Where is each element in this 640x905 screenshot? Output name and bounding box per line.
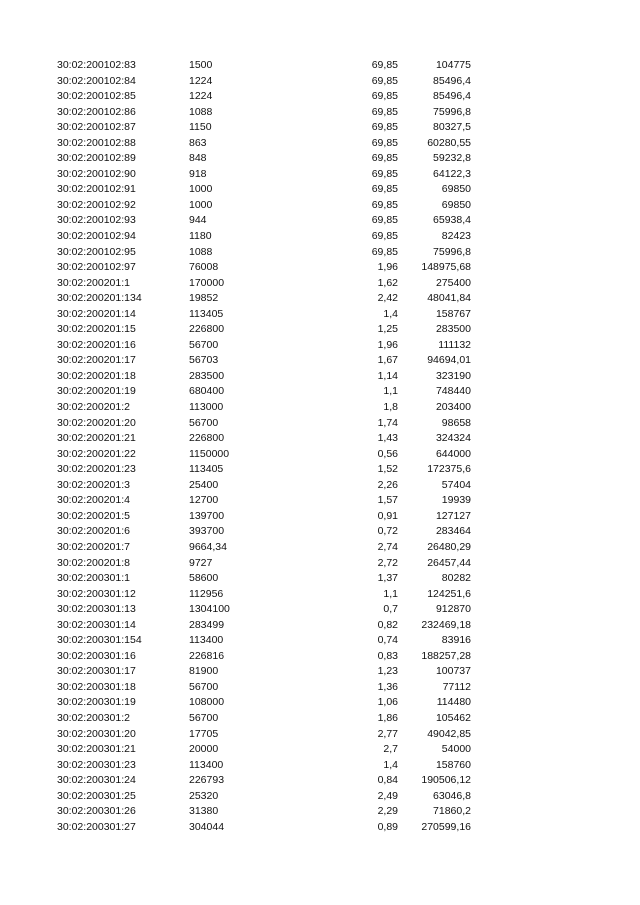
cadastral-number-cell: 30:02:200102:97 [57, 261, 136, 274]
price-cell: 0,72 [377, 525, 398, 538]
quantity-cell: 113405 [189, 463, 224, 476]
cadastral-number-cell: 30:02:200201:3 [57, 478, 130, 491]
total-cell: 98658 [441, 416, 471, 429]
total-cell: 158767 [435, 307, 471, 320]
price-cell: 1,67 [377, 354, 398, 367]
quantity-cell: 1500 [189, 59, 213, 71]
quantity-cell: 113400 [189, 758, 224, 771]
price-cell: 1,36 [377, 680, 398, 693]
price-cell: 69,85 [371, 245, 398, 258]
price-cell: 1,74 [377, 416, 398, 429]
total-cell: 80282 [441, 572, 471, 585]
quantity-cell: 918 [189, 167, 207, 180]
quantity-cell: 19852 [189, 292, 219, 305]
cadastral-number-cell: 30:02:200201:14 [57, 307, 136, 320]
quantity-cell: 304044 [189, 820, 225, 833]
cadastral-number-cell: 30:02:200201:16 [57, 338, 136, 351]
price-cell: 2,42 [377, 292, 398, 305]
price-cell: 69,85 [371, 105, 398, 118]
cadastral-number-cell: 30:02:200102:94 [57, 230, 136, 243]
quantity-cell: 76008 [189, 261, 219, 274]
price-cell: 1,86 [377, 711, 398, 724]
total-cell: 54000 [441, 743, 471, 756]
quantity-cell: 9664,34 [189, 540, 227, 553]
total-cell: 270599,16 [421, 820, 471, 833]
quantity-cell: 56700 [189, 416, 219, 429]
cadastral-number-cell: 30:02:200201:6 [57, 525, 130, 538]
cadastral-number-cell: 30:02:200102:85 [57, 90, 136, 103]
cadastral-number-cell: 30:02:200301:25 [57, 789, 136, 802]
table-row [0, 820, 640, 836]
quantity-cell: 9727 [189, 556, 213, 569]
total-cell: 148975,68 [421, 261, 471, 274]
quantity-cell: 283499 [189, 618, 225, 631]
total-cell: 323190 [435, 369, 471, 382]
price-cell: 0,91 [377, 509, 398, 522]
table-row [0, 291, 640, 307]
table-row [0, 338, 640, 354]
total-cell: 71860,2 [433, 805, 471, 818]
price-cell: 0,83 [377, 649, 398, 662]
table-row [0, 587, 640, 603]
quantity-cell: 113400 [189, 634, 224, 647]
table-row [0, 245, 640, 261]
quantity-cell: 848 [189, 152, 207, 165]
quantity-cell: 1088 [189, 245, 213, 258]
quantity-cell: 31380 [189, 805, 219, 818]
price-cell: 69,85 [371, 183, 398, 196]
cadastral-number-cell: 30:02:200201:7 [57, 540, 130, 553]
price-cell: 1,62 [377, 276, 398, 289]
price-cell: 1,37 [377, 572, 398, 585]
total-cell: 75996,8 [433, 245, 471, 258]
price-cell: 2,26 [377, 478, 398, 491]
quantity-cell: 1224 [189, 74, 213, 87]
cadastral-number-cell: 30:02:200201:8 [57, 556, 130, 569]
price-cell: 2,49 [377, 789, 398, 802]
cadastral-number-cell: 30:02:200301:154 [57, 634, 142, 647]
cadastral-number-cell: 30:02:200201:18 [57, 369, 136, 382]
total-cell: 158760 [435, 758, 471, 771]
cadastral-number-cell: 30:02:200201:134 [57, 292, 142, 305]
table-row [0, 540, 640, 556]
total-cell: 203400 [435, 401, 471, 414]
table-row [0, 213, 640, 229]
table-row [0, 276, 640, 292]
price-cell: 1,96 [377, 338, 398, 351]
total-cell: 105462 [435, 711, 471, 724]
table-row [0, 664, 640, 680]
cadastral-number-cell: 30:02:200301:20 [57, 727, 136, 740]
cadastral-number-cell: 30:02:200102:93 [57, 214, 136, 227]
price-cell: 69,85 [371, 59, 398, 71]
total-cell: 49042,85 [427, 727, 471, 740]
price-cell: 0,89 [377, 820, 398, 833]
cadastral-number-cell: 30:02:200201:19 [57, 385, 136, 398]
cadastral-number-cell: 30:02:200301:13 [57, 603, 136, 616]
price-cell: 1,1 [383, 385, 398, 398]
total-cell: 69850 [441, 198, 471, 211]
table-row [0, 353, 640, 369]
cadastral-number-cell: 30:02:200102:83 [57, 59, 136, 71]
table-row [0, 462, 640, 478]
total-cell: 283464 [435, 525, 471, 538]
quantity-cell: 226800 [189, 323, 225, 336]
cadastral-number-cell: 30:02:200301:19 [57, 696, 136, 709]
table-row [0, 431, 640, 447]
table-row [0, 447, 640, 463]
table-row [0, 416, 640, 432]
total-cell: 283500 [435, 323, 471, 336]
quantity-cell: 139700 [189, 509, 225, 522]
price-cell: 1,52 [377, 463, 398, 476]
table-row [0, 478, 640, 494]
table-row [0, 711, 640, 727]
quantity-cell: 1304100 [189, 603, 230, 616]
price-cell: 1,57 [377, 494, 398, 507]
quantity-cell: 112956 [189, 587, 224, 600]
quantity-cell: 1000 [189, 183, 213, 196]
quantity-cell: 863 [189, 136, 207, 149]
quantity-cell: 1150 [189, 121, 212, 134]
total-cell: 85496,4 [433, 74, 471, 87]
total-cell: 82423 [441, 230, 471, 243]
quantity-cell: 226816 [189, 649, 225, 662]
price-cell: 1,14 [377, 369, 398, 382]
cadastral-number-cell: 30:02:200301:17 [57, 665, 136, 678]
quantity-cell: 17705 [189, 727, 219, 740]
total-cell: 111132 [438, 338, 471, 351]
cadastral-number-cell: 30:02:200301:21 [57, 743, 136, 756]
cadastral-number-cell: 30:02:200301:26 [57, 805, 136, 818]
price-cell: 2,7 [383, 743, 398, 756]
price-cell: 69,85 [371, 90, 398, 103]
total-cell: 124251,6 [427, 587, 471, 600]
total-cell: 69850 [441, 183, 471, 196]
quantity-cell: 944 [189, 214, 207, 227]
total-cell: 190506,12 [421, 774, 471, 787]
quantity-cell: 1088 [189, 105, 213, 118]
cadastral-number-cell: 30:02:200301:14 [57, 618, 136, 631]
table-row [0, 260, 640, 276]
price-cell: 1,4 [383, 307, 398, 320]
cadastral-number-cell: 30:02:200201:5 [57, 509, 130, 522]
total-cell: 100737 [435, 665, 471, 678]
quantity-cell: 58600 [189, 572, 219, 585]
table-row [0, 322, 640, 338]
quantity-cell: 1150000 [189, 447, 230, 460]
quantity-cell: 20000 [189, 743, 219, 756]
price-cell: 69,85 [371, 230, 398, 243]
total-cell: 85496,4 [433, 90, 471, 103]
price-cell: 0,74 [377, 634, 398, 647]
table-row [0, 167, 640, 183]
cadastral-number-cell: 30:02:200301:1 [57, 572, 130, 585]
quantity-cell: 56700 [189, 680, 219, 693]
cadastral-number-cell: 30:02:200301:18 [57, 680, 136, 693]
total-cell: 48041,84 [427, 292, 471, 305]
quantity-cell: 226800 [189, 432, 225, 445]
price-cell: 2,72 [377, 556, 398, 569]
table-row [0, 58, 640, 74]
cadastral-number-cell: 30:02:200301:16 [57, 649, 136, 662]
total-cell: 65938,4 [433, 214, 471, 227]
total-cell: 57404 [441, 478, 471, 491]
cadastral-number-cell: 30:02:200102:89 [57, 152, 136, 165]
cadastral-number-cell: 30:02:200201:17 [57, 354, 136, 367]
cadastral-number-cell: 30:02:200201:4 [57, 494, 130, 507]
total-cell: 63046,8 [433, 789, 471, 802]
cadastral-number-cell: 30:02:200301:2 [57, 711, 130, 724]
cadastral-number-cell: 30:02:200301:12 [57, 587, 136, 600]
quantity-cell: 283500 [189, 369, 225, 382]
total-cell: 75996,8 [433, 105, 471, 118]
quantity-cell: 1180 [189, 230, 212, 243]
table-row [0, 307, 640, 323]
data-table [0, 58, 640, 835]
total-cell: 114480 [436, 696, 471, 709]
table-row [0, 789, 640, 805]
price-cell: 0,56 [377, 447, 398, 460]
total-cell: 644000 [435, 447, 471, 460]
cadastral-number-cell: 30:02:200102:86 [57, 105, 136, 118]
table-row [0, 804, 640, 820]
total-cell: 59232,8 [433, 152, 471, 165]
table-row [0, 602, 640, 618]
price-cell: 1,1 [383, 587, 398, 600]
cadastral-number-cell: 30:02:200201:22 [57, 447, 136, 460]
table-row [0, 571, 640, 587]
quantity-cell: 1224 [189, 90, 213, 103]
table-row [0, 384, 640, 400]
table-row [0, 369, 640, 385]
quantity-cell: 81900 [189, 665, 219, 678]
total-cell: 94694,01 [427, 354, 471, 367]
cadastral-number-cell: 30:02:200102:95 [57, 245, 136, 258]
price-cell: 69,85 [371, 121, 398, 134]
table-row [0, 400, 640, 416]
total-cell: 80327,5 [433, 121, 471, 134]
price-cell: 69,85 [371, 136, 398, 149]
table-row [0, 120, 640, 136]
price-cell: 69,85 [371, 74, 398, 87]
quantity-cell: 113000 [189, 401, 224, 414]
cadastral-number-cell: 30:02:200102:90 [57, 167, 136, 180]
total-cell: 912870 [435, 603, 471, 616]
price-cell: 69,85 [371, 152, 398, 165]
table-row [0, 74, 640, 90]
total-cell: 232469,18 [421, 618, 471, 631]
total-cell: 127127 [435, 509, 471, 522]
total-cell: 275400 [435, 276, 471, 289]
table-row [0, 695, 640, 711]
price-cell: 1,43 [377, 432, 398, 445]
total-cell: 19939 [441, 494, 471, 507]
price-cell: 69,85 [371, 167, 398, 180]
price-cell: 2,77 [377, 727, 398, 740]
quantity-cell: 25320 [189, 789, 219, 802]
price-cell: 1,06 [377, 696, 398, 709]
total-cell: 748440 [435, 385, 471, 398]
table-row [0, 509, 640, 525]
price-cell: 1,4 [383, 758, 398, 771]
cadastral-number-cell: 30:02:200201:21 [57, 432, 136, 445]
price-cell: 2,74 [377, 540, 398, 553]
quantity-cell: 226793 [189, 774, 225, 787]
table-row [0, 773, 640, 789]
cadastral-number-cell: 30:02:200201:20 [57, 416, 136, 429]
quantity-cell: 108000 [189, 696, 225, 709]
total-cell: 64122,3 [433, 167, 471, 180]
cadastral-number-cell: 30:02:200301:27 [57, 820, 136, 833]
price-cell: 1,96 [377, 261, 398, 274]
total-cell: 77112 [442, 680, 471, 693]
cadastral-number-cell: 30:02:200102:91 [57, 183, 136, 196]
cadastral-number-cell: 30:02:200102:88 [57, 136, 136, 149]
table-row [0, 493, 640, 509]
table-row [0, 182, 640, 198]
quantity-cell: 680400 [189, 385, 225, 398]
price-cell: 69,85 [371, 198, 398, 211]
quantity-cell: 56703 [189, 354, 219, 367]
cadastral-number-cell: 30:02:200102:87 [57, 121, 136, 134]
total-cell: 104775 [435, 59, 471, 71]
table-row [0, 680, 640, 696]
table-row [0, 229, 640, 245]
cadastral-number-cell: 30:02:200201:2 [57, 401, 130, 414]
quantity-cell: 56700 [189, 711, 219, 724]
cadastral-number-cell: 30:02:200102:84 [57, 74, 136, 87]
table-row [0, 524, 640, 540]
quantity-cell: 56700 [189, 338, 219, 351]
price-cell: 2,29 [377, 805, 398, 818]
table-row [0, 618, 640, 634]
table-row [0, 758, 640, 774]
table-row [0, 198, 640, 214]
total-cell: 83916 [441, 634, 471, 647]
total-cell: 26457,44 [427, 556, 471, 569]
price-cell: 1,25 [377, 323, 398, 336]
quantity-cell: 25400 [189, 478, 219, 491]
price-cell: 0,82 [377, 618, 398, 631]
table-row [0, 89, 640, 105]
table-row [0, 105, 640, 121]
cadastral-number-cell: 30:02:200102:92 [57, 198, 136, 211]
total-cell: 172375,6 [427, 463, 471, 476]
quantity-cell: 170000 [189, 276, 225, 289]
table-row [0, 649, 640, 665]
table-row [0, 136, 640, 152]
price-cell: 69,85 [371, 214, 398, 227]
table-row [0, 633, 640, 649]
cadastral-number-cell: 30:02:200201:1 [57, 276, 130, 289]
quantity-cell: 1000 [189, 198, 213, 211]
cadastral-number-cell: 30:02:200201:15 [57, 323, 136, 336]
quantity-cell: 113405 [189, 307, 224, 320]
cadastral-number-cell: 30:02:200201:23 [57, 463, 136, 476]
table-row [0, 556, 640, 572]
cadastral-number-cell: 30:02:200301:23 [57, 758, 136, 771]
price-cell: 1,8 [383, 401, 398, 414]
total-cell: 188257,28 [421, 649, 471, 662]
price-cell: 1,23 [377, 665, 398, 678]
table-row [0, 727, 640, 743]
total-cell: 324324 [435, 432, 471, 445]
price-cell: 0,7 [383, 603, 398, 616]
total-cell: 26480,29 [427, 540, 471, 553]
total-cell: 60280,55 [427, 136, 471, 149]
table-row [0, 742, 640, 758]
quantity-cell: 12700 [189, 494, 219, 507]
price-cell: 0,84 [377, 774, 398, 787]
cadastral-number-cell: 30:02:200301:24 [57, 774, 136, 787]
quantity-cell: 393700 [189, 525, 225, 538]
table-row [0, 151, 640, 167]
